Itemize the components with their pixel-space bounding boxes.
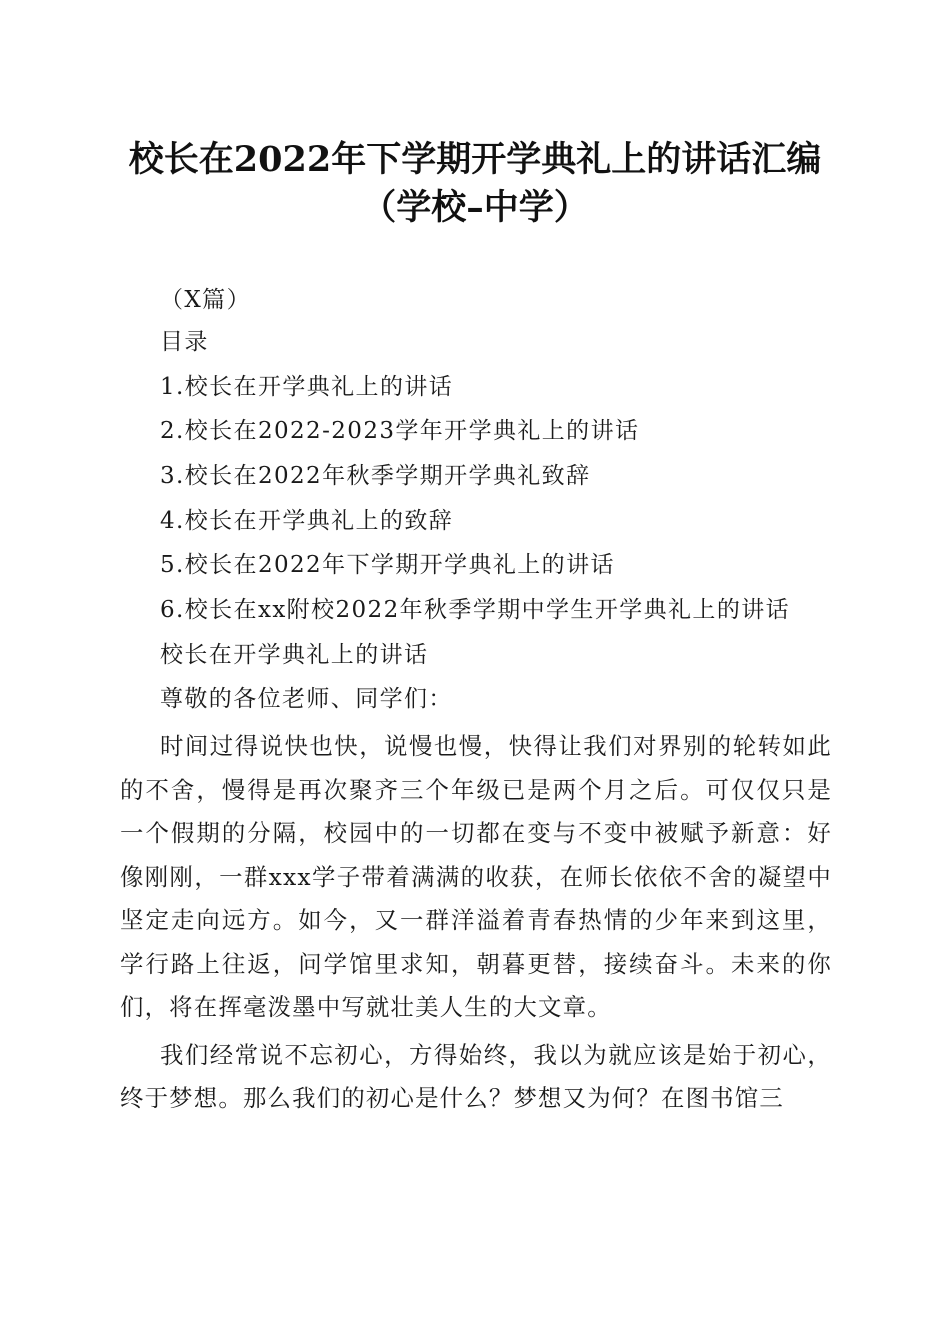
speech-body bbox=[120, 725, 832, 1121]
document-title-line-2: （学校–中学） bbox=[361, 187, 589, 228]
toc-item: 3.校长在2022年秋季学期开学典礼致辞 bbox=[160, 463, 591, 489]
body-paragraph: 我们经常说不忘初心，方得始终，我以为就应该是始于初心，终于梦想。那么我们的初心是什么？梦想又为何？在图书馆三 bbox=[120, 1040, 832, 1112]
toc-item: 5.校长在2022年下学期开学典礼上的讲话 bbox=[160, 552, 615, 578]
toc-item: 1.校长在开学典礼上的讲话 bbox=[160, 374, 454, 400]
section-title: 校长在开学典礼上的讲话 bbox=[160, 642, 429, 668]
toc-item: 4.校长在开学典礼上的致辞 bbox=[160, 508, 454, 534]
salutation: 尊敬的各位老师、同学们： bbox=[160, 686, 453, 712]
toc-item: 6.校长在xx附校2022年秋季学期中学生开学典礼上的讲话 bbox=[160, 597, 791, 623]
toc-item: 2.校长在2022-2023学年开学典礼上的讲话 bbox=[160, 418, 640, 444]
toc-heading: 目录 bbox=[160, 329, 209, 355]
article-count-note: （X篇） bbox=[160, 287, 251, 313]
document-title-line-1: 校长在2022年下学期开学典礼上的讲话汇编 bbox=[128, 139, 822, 180]
body-paragraph: 时间过得说快也快，说慢也慢，快得让我们对界别的轮转如此的不舍，慢得是再次聚齐三个年级已是两个月之后。可仅仅只是一个假期的分隔，校园中的一切都在变与不变中被赋予新意：好像刚刚，一群xxx学子带着满满的收获，在师长依依不舍的凝望中坚定走向远方。如今，又一群洋溢着青春热情的少年来到这里，学行路上往返，问学馆里求知，朝暮更替，接续奋斗。未来的你们，将在挥毫泼墨中写就壮美人生的大文章。 bbox=[120, 732, 832, 1021]
